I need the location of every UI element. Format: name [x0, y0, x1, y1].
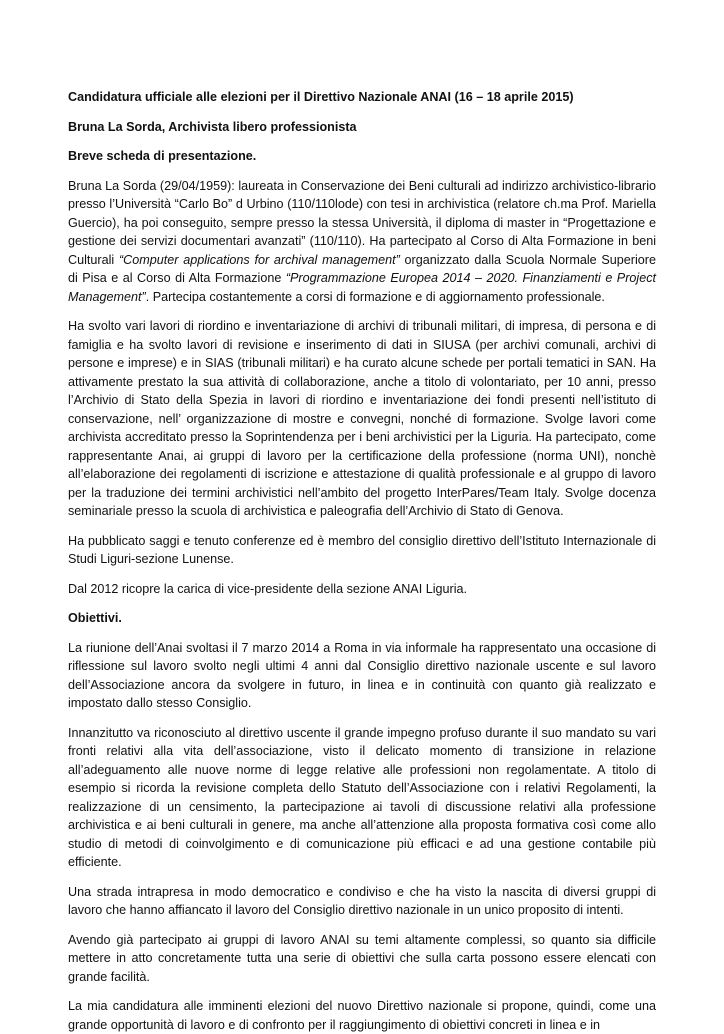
paragraph-experience: Ha svolto vari lavori di riordino e inventariazione di archivi di tribunali militari, di impresa, di persona e di famiglia e ha svolto lavori di revisione e inserimento di dati in SIUSA (per archivi comunali, archivi di persone e imprese) e in SIAS (tribunali militari) e ha curato alcune schede per portali tematici in SAN. Ha attivamente prestato la sua attività di collaborazione, anche a titolo di volontariato, per 10 anni, presso l’Archivio di Stato della Spezia in lavori di riordino e inventariazione dei fondi presenti nell’istituto di conservazione, nell’ organizzazione di mostre e convegni, nonché di formazione. Svolge lavori come archivista accreditato presso la Soprintendenza per i beni archivistici per la Liguria. Ha partecipato, come rappresentante Anai, ai gruppi di lavoro per la certificazione della professione (norma UNI), nonchè all’elaborazione dei regolamenti di iscrizione e attestazione di qualità professionale e al gruppo di lavoro per la traduzione dei termini archivistici nell’ambito del progetto InterPares/Team Italy. Svolge docenza seminariale presso la scuola di archivistica e paleografia dell’Archivio di Stato di Genova. [68, 319, 656, 518]
paragraph-text: Bruna La Sorda (29/04/1959): laureata in Conservazione dei Beni culturali ad indirizzo archivistico-librario presso l’Università “Carlo Bo” d Urbino (110/110lode) con tesi in archivistica (relatore ch.ma Prof. Mariella Guercio), ha poi conseguito, sempre presso la stessa Università, il diploma di master in “Progettazione e gestione dei servizi documentari avanzati” (110/110). Ha partecipato al Corso di Alta Formazione in beni Culturali [68, 178, 656, 267]
author-line: Bruna La Sorda, Archivista libero professionista [68, 119, 357, 134]
paragraph-text: . Partecipa costantemente a corsi di formazione e di aggiornamento professionale. [145, 289, 605, 304]
paragraph-experience-groups: Avendo già partecipato ai gruppi di lavoro ANAI su temi altamente complessi, so quanto sia difficile mettere in atto concretamente tutta una serie di obiettivi che sulla carta possono essere elencati con grande facilità. [68, 932, 656, 984]
course-title-italic: “Programmazione Europea 2014 – 2020. Finanziamenti e Project Management” [68, 271, 656, 304]
paragraph-biography [68, 177, 656, 307]
section-heading-presentation: Breve scheda di presentazione. [68, 149, 257, 163]
paragraph-meeting: La riunione dell’Anai svoltasi il 7 marzo 2014 a Roma in via informale ha rappresentato una occasione di riflessione sul lavoro svolto negli ultimi 4 anni dal Consiglio direttivo nazionale uscente e sul lavoro dell’Associazione ancora da svolgere in futuro, in linea e in continuità con quanto già realizzato e impostato dallo stesso Consiglio. [68, 640, 656, 710]
document-title: Candidatura ufficiale alle elezioni per il Direttivo Nazionale ANAI (16 – 18 aprile 2015) [68, 90, 574, 104]
paragraph-text: organizzato dalla Scuola Normale Superiore di Pisa e al Corso di Alta Formazione [68, 252, 656, 285]
paragraph-working-groups: Una strada intrapresa in modo democratico e condiviso e che ha visto la nascita di diversi gruppi di lavoro che hanno affiancato il lavoro del Consiglio direttivo nazionale in un unico proposito di intenti. [68, 884, 656, 917]
paragraph-role: Dal 2012 ricopre la carica di vice-presidente della sezione ANAI Liguria. [68, 581, 468, 596]
document-page [68, 88, 656, 1034]
paragraph-candidacy: La mia candidatura alle imminenti elezioni del nuovo Direttivo nazionale si propone, quindi, come una grande opportunità di lavoro e di confronto per il raggiungimento di obiettivi concreti in linea e in [68, 999, 656, 1032]
paragraph-publications: Ha pubblicato saggi e tenuto conferenze ed è membro del consiglio direttivo dell’Istituto Internazionale di Studi Liguri-sezione Lunense. [68, 533, 656, 566]
course-title-italic: “Computer applications for archival management” [118, 252, 400, 267]
paragraph-acknowledgement: Innanzitutto va riconosciuto al direttivo uscente il grande impegno profuso durante il suo mandato su vari fronti relativi alla vita dell’associazione, visto il delicato momento di transizione in relazione all’adeguamento alle nuove norme di legge relative alle professioni non regolamentate. A titolo di esempio si ricorda la revisione completa dello Statuto dell’Associazione con i relativi Regolamenti, la realizzazione di un censimento, la partecipazione ai tavoli di discussione relativi alla professione archivistica e ai beni culturali in genere, ma anche all’attenzione alla proposta formativa così come allo studio di metodi di coinvolgimento e di comunicazione più efficaci e ad una gestione contabile più efficiente. [68, 725, 656, 869]
section-heading-objectives: Obiettivi. [68, 611, 122, 625]
